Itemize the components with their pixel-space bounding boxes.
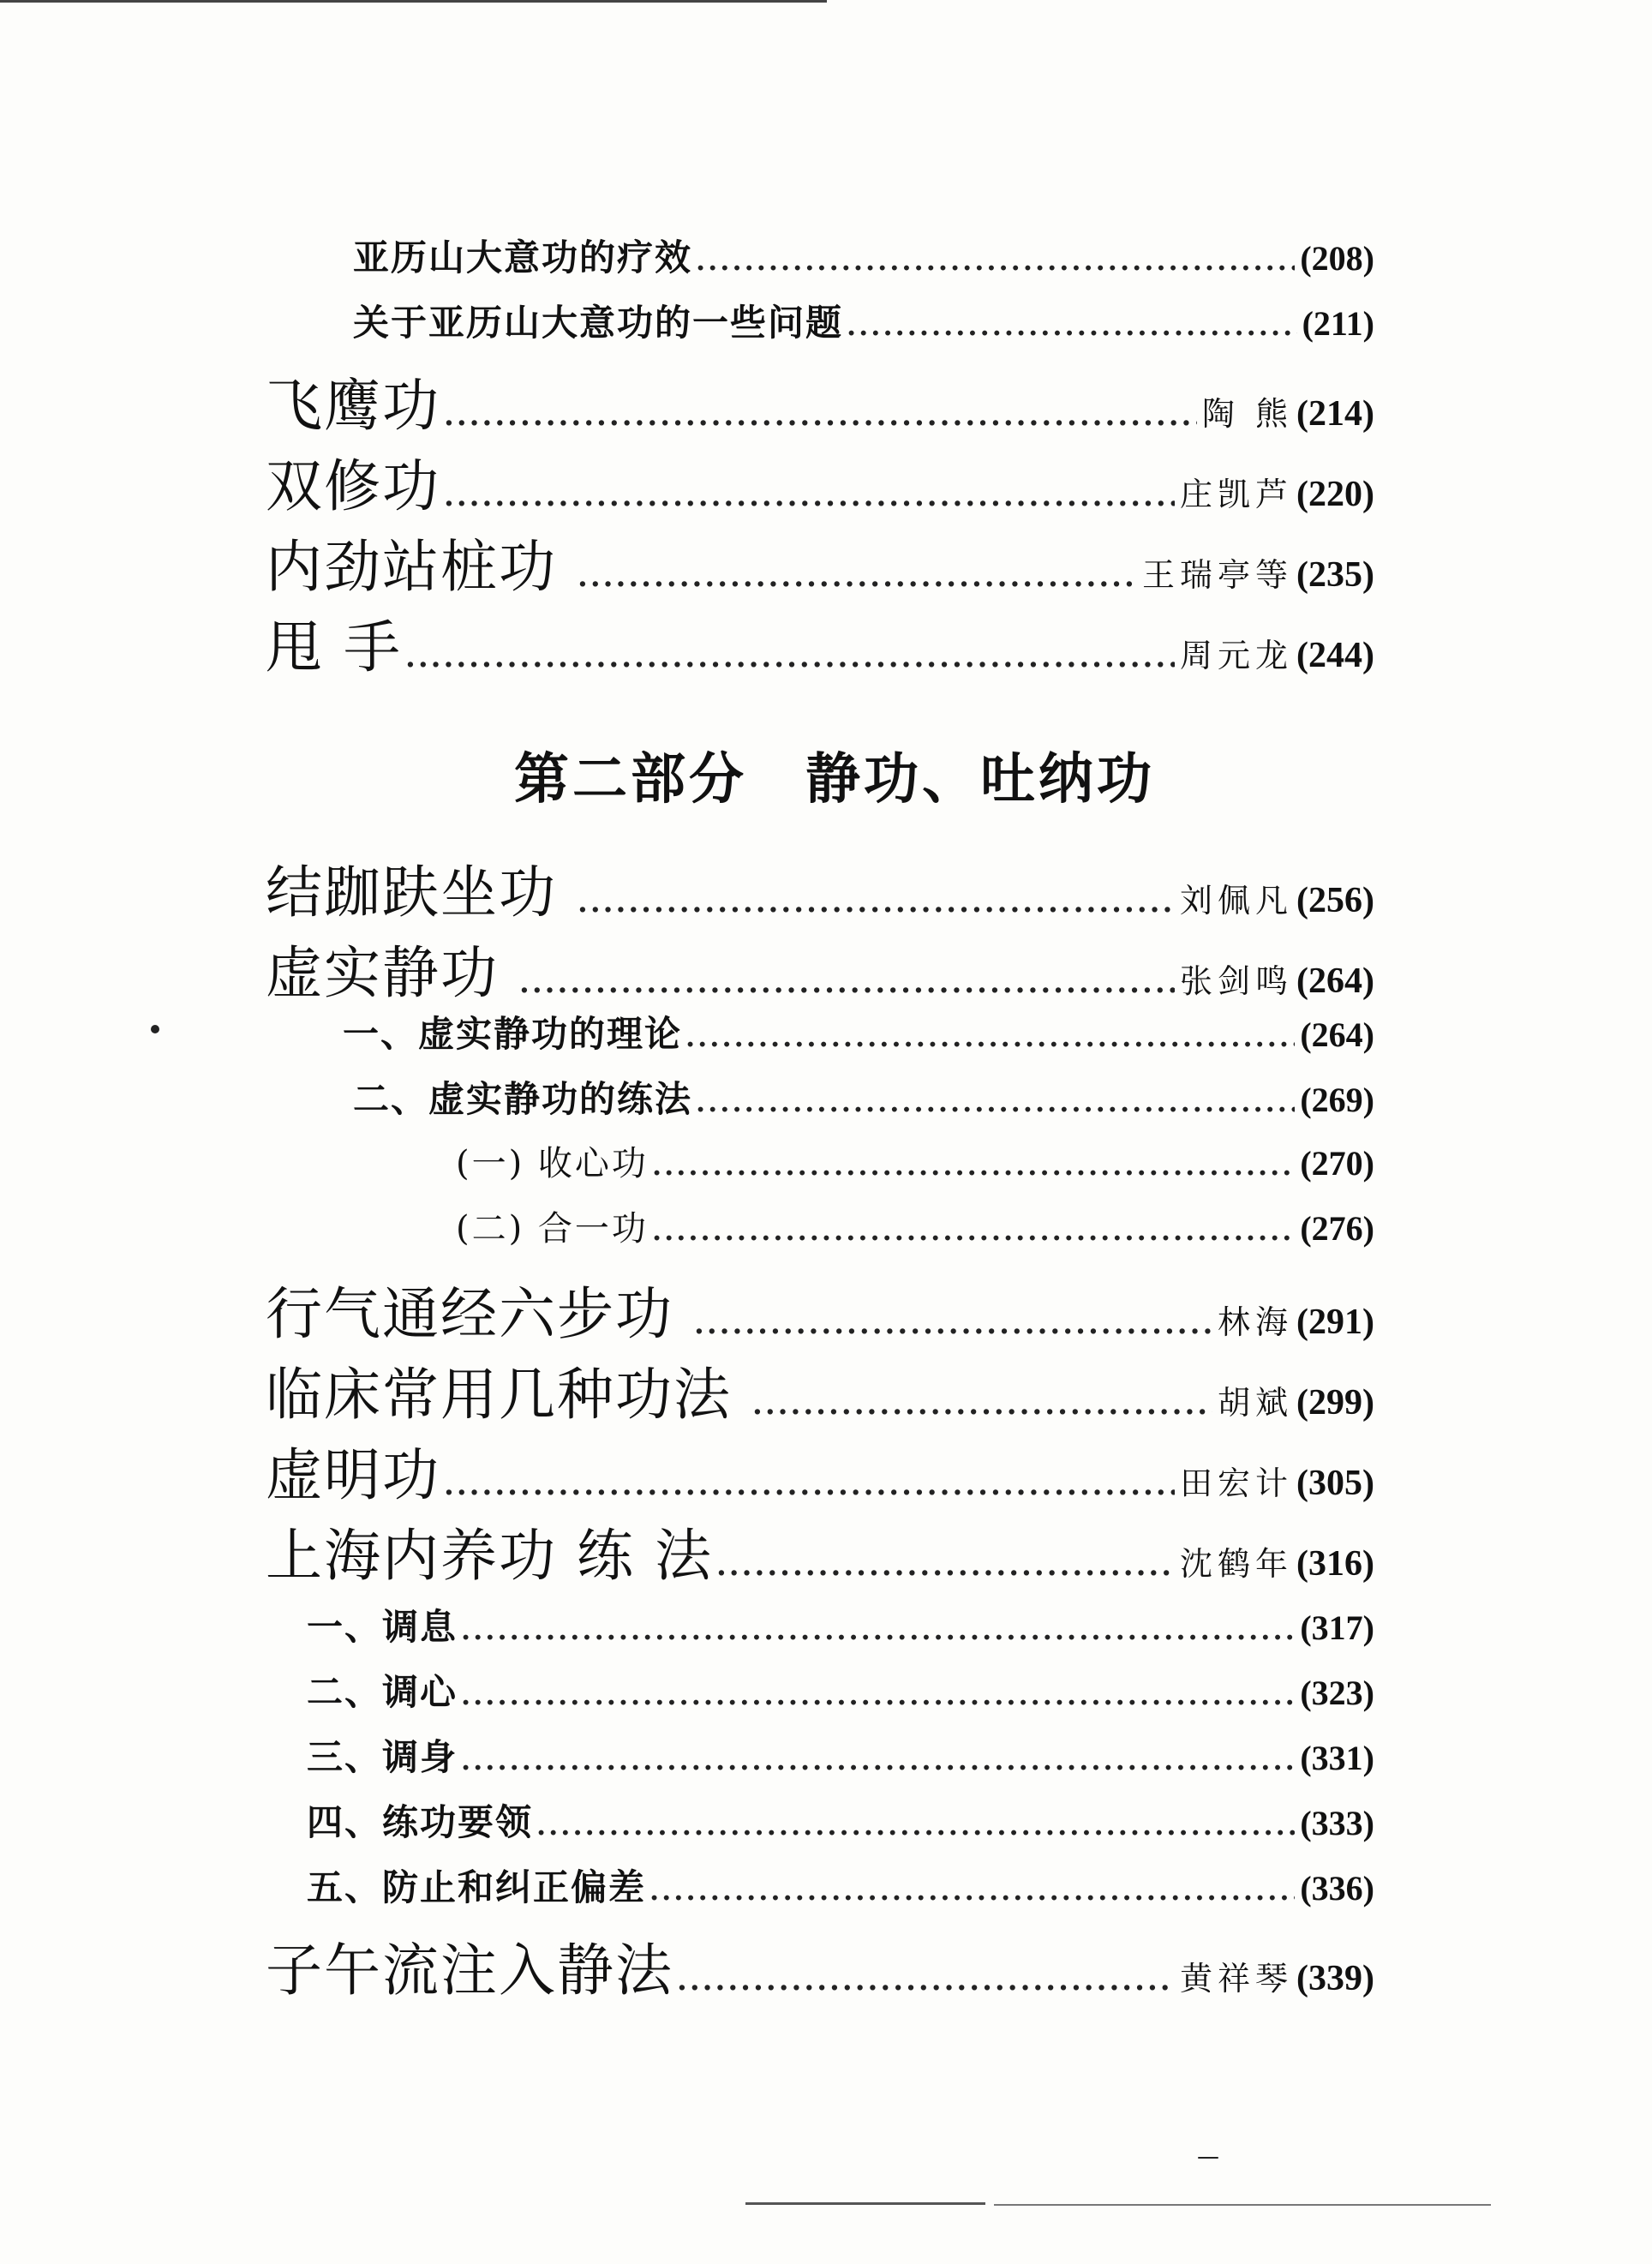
toc-leader-dots	[649, 1874, 1295, 1907]
toc-entry	[266, 847, 1374, 928]
toc-entry	[266, 440, 1374, 522]
toc-entry-page: (336)	[1300, 1869, 1374, 1908]
toc-entry-author: 张剑鸣	[1180, 962, 1294, 1000]
scan-edge-line	[745, 2202, 985, 2205]
toc-leader-dots	[696, 244, 1295, 277]
toc-entry-page: (214)	[1296, 394, 1374, 434]
toc-leader-dots	[847, 309, 1297, 342]
toc-entry-title: 一、虚实静功的理论	[343, 1013, 683, 1055]
scan-speck	[1198, 2157, 1218, 2159]
toc-entry-title: 三、调身	[307, 1736, 458, 1778]
toc-entry-page: (323)	[1300, 1674, 1374, 1712]
toc-entry-title: 关于亚历山大意功的一些问题	[353, 302, 844, 344]
toc-leader-dots	[405, 640, 1175, 674]
toc-entry-page: (270)	[1300, 1144, 1374, 1183]
toc-entry-author: 周元龙	[1180, 637, 1294, 674]
toc-entry-author: 陶 熊	[1201, 395, 1294, 433]
toc-entry-author: 庄凯芦	[1180, 476, 1294, 513]
toc-entry	[456, 1136, 1374, 1185]
toc-entry-title: 虚实静功	[266, 940, 499, 1006]
toc-entry-page: (256)	[1296, 881, 1374, 920]
toc-entry	[266, 360, 1374, 441]
toc-entry-page: (269)	[1300, 1081, 1374, 1119]
toc-entry-author: 刘佩凡	[1180, 882, 1294, 919]
toc-leader-dots	[461, 1679, 1295, 1711]
toc-leader-dots	[519, 966, 1175, 1000]
toc-entry-page: (333)	[1300, 1804, 1374, 1842]
toc-leader-dots	[444, 479, 1175, 513]
toc-entry	[266, 602, 1374, 683]
toc-entry-title: 双修功	[266, 453, 440, 519]
toc-leader-dots	[578, 560, 1137, 594]
toc-leader-dots	[578, 885, 1175, 919]
toc-entry	[266, 927, 1374, 1009]
toc-leader-dots	[461, 1614, 1295, 1646]
toc-entry	[266, 1349, 1374, 1430]
toc-entry-title: 二、调心	[307, 1671, 458, 1713]
toc-entry	[353, 295, 1374, 346]
toc-leader-dots	[461, 1744, 1295, 1776]
toc-entry-title: 五、防止和纠正偏差	[307, 1866, 647, 1908]
scan-speck	[151, 1025, 159, 1033]
toc-entry	[307, 1664, 1374, 1716]
toc-entry-title: 四、练功要领	[307, 1801, 534, 1843]
toc-entry-author: 王瑞亭等	[1142, 556, 1294, 594]
toc-entry-title: 上海内养功 练 法	[266, 1523, 713, 1589]
toc-leader-dots	[752, 1387, 1212, 1422]
toc-entry	[266, 1268, 1374, 1350]
toc-entry-page: (264)	[1296, 961, 1374, 1001]
toc-entry-author: 林海	[1218, 1303, 1294, 1341]
toc-entry-title: 一、调息	[307, 1606, 458, 1648]
toc-entry-page: (276)	[1300, 1209, 1374, 1248]
toc-entry	[456, 1201, 1374, 1250]
toc-entry-page: (317)	[1300, 1608, 1374, 1647]
toc-entry	[353, 1071, 1374, 1123]
toc-entry-title: 二、虚实静功的练法	[353, 1078, 693, 1120]
toc-leader-dots	[444, 398, 1197, 433]
toc-entry-author: 沈鹤年	[1180, 1545, 1294, 1583]
toc-entry-title: (二) 合一功	[456, 1209, 649, 1249]
toc-entry	[266, 1925, 1374, 2006]
toc-entry-author: 田宏计	[1180, 1464, 1294, 1502]
toc-entry	[307, 1729, 1374, 1781]
toc-entry-page: (316)	[1296, 1544, 1374, 1584]
toc-entry	[343, 1006, 1374, 1057]
toc-entry-title: (一) 收心功	[456, 1144, 649, 1183]
toc-entry-title: 内劲站桩功	[266, 534, 557, 600]
toc-entry-page: (220)	[1296, 475, 1374, 514]
toc-entry	[307, 1794, 1374, 1846]
toc-entry-title: 临床常用几种功法	[266, 1362, 732, 1428]
toc-leader-dots	[696, 1086, 1295, 1118]
toc-leader-dots	[652, 1149, 1295, 1182]
toc-entry-title: 虚明功	[266, 1442, 440, 1508]
toc-entry-page: (299)	[1296, 1383, 1374, 1422]
toc-leader-dots	[652, 1214, 1295, 1247]
toc-entry-title: 子午流注入静法	[266, 1938, 673, 2003]
toc-entry	[266, 1510, 1374, 1591]
scan-edge-line	[994, 2204, 1491, 2206]
toc-entry-author: 黄祥琴	[1180, 1960, 1294, 1997]
toc-entry-page: (211)	[1302, 304, 1374, 343]
toc-entry-page: (208)	[1300, 239, 1374, 278]
toc-entry	[307, 1860, 1374, 1911]
toc-entry-page: (235)	[1296, 555, 1374, 595]
toc-entry-author: 胡斌	[1218, 1384, 1294, 1422]
toc-entry	[353, 230, 1374, 281]
toc-entry-page: (339)	[1296, 1959, 1374, 1998]
toc-leader-dots	[444, 1468, 1175, 1502]
toc-entry-page: (331)	[1300, 1739, 1374, 1777]
toc-entry-title: 甩 手	[266, 614, 402, 680]
toc-entry-title: 飞鹰功	[266, 373, 440, 439]
toc-entry-title: 亚历山大意功的疗效	[353, 237, 693, 279]
toc-entry	[266, 521, 1374, 602]
toc-leader-dots	[685, 1021, 1295, 1053]
toc-entry-title: 结跏趺坐功	[266, 859, 557, 925]
toc-entry-page: (264)	[1300, 1015, 1374, 1054]
toc-leader-dots	[536, 1809, 1295, 1842]
toc-entry-page: (244)	[1296, 636, 1374, 675]
toc-entry-title: 行气通经六步功	[266, 1281, 673, 1347]
toc-entry-page: (305)	[1296, 1464, 1374, 1503]
toc-entry	[266, 1429, 1374, 1511]
toc-leader-dots	[716, 1548, 1175, 1583]
toc-leader-dots	[694, 1307, 1212, 1341]
toc-entry-page: (291)	[1296, 1303, 1374, 1342]
toc-leader-dots	[677, 1963, 1175, 1997]
section-heading: 第二部分 静功、吐纳功	[514, 747, 1155, 812]
toc-entry	[307, 1599, 1374, 1650]
